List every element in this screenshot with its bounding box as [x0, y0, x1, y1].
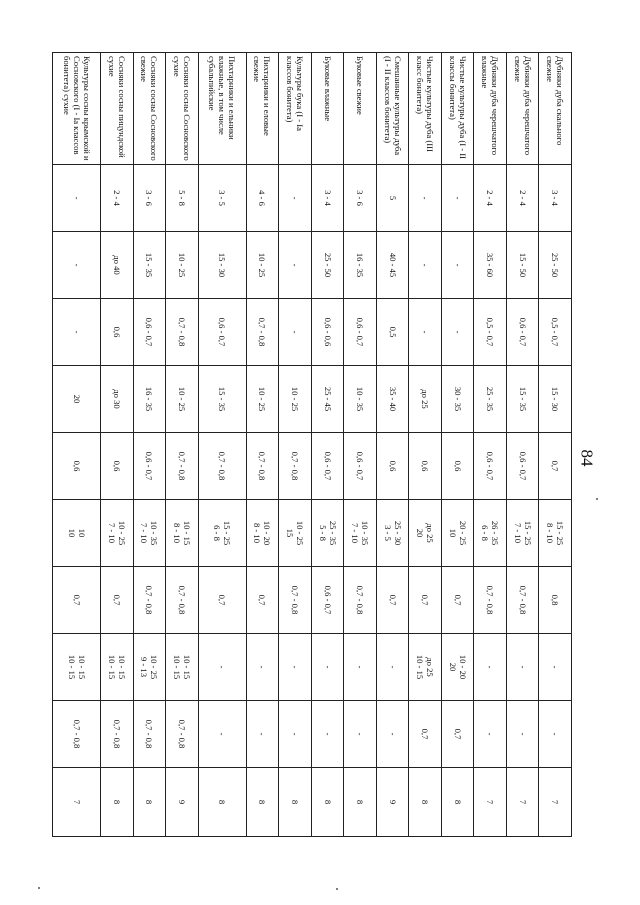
- value-cell: 16 - 35: [133, 366, 166, 433]
- value-cell: 10 - 25: [246, 232, 279, 299]
- value-cell: [101, 634, 134, 701]
- value-cell: 8: [441, 768, 474, 837]
- value-cell: 3 - 5: [198, 165, 246, 232]
- row-name-cell: Дубняки дуба черешчатого свежие: [506, 53, 539, 165]
- cell-line: 15 - 25: [522, 520, 533, 546]
- table-row: [441, 53, 474, 837]
- value-cell: -: [279, 165, 312, 232]
- value-cell: -: [53, 299, 101, 366]
- value-cell: [166, 634, 199, 701]
- value-cell: -: [409, 232, 442, 299]
- value-cell: 0,6 - 0,7: [344, 433, 377, 500]
- cell-line: 10: [76, 528, 87, 538]
- value-cell: 0,6 - 0,7: [344, 299, 377, 366]
- value-cell: 0,6 - 0,7: [506, 299, 539, 366]
- page-number: 84: [577, 449, 597, 467]
- cell-line: 26 - 35: [490, 520, 501, 546]
- value-cell: [311, 500, 344, 567]
- cell-line: до 25: [425, 657, 436, 677]
- table-row: [166, 53, 199, 837]
- value-cell: [311, 634, 344, 701]
- table-row: [246, 53, 279, 837]
- value-cell: 0,8: [539, 567, 572, 634]
- value-cell: 35 - 60: [474, 232, 507, 299]
- cell-line: 25 - 35: [327, 520, 338, 546]
- cell-line: 15: [284, 528, 295, 538]
- value-cell: -: [246, 701, 279, 768]
- cell-line: 15 - 25: [222, 520, 233, 546]
- value-cell: 0,7: [53, 567, 101, 634]
- value-cell: 15 - 30: [198, 232, 246, 299]
- value-cell: 0,7: [441, 701, 474, 768]
- value-cell: -: [441, 299, 474, 366]
- value-cell: 8: [311, 768, 344, 837]
- value-cell: 7: [53, 768, 101, 837]
- forest-table: [52, 52, 572, 837]
- table-row: [53, 53, 101, 837]
- value-cell: -: [441, 165, 474, 232]
- value-cell: 8: [279, 768, 312, 837]
- value-cell: до 30: [101, 366, 134, 433]
- row-name-cell: Культуры сосны крымской и Сосновского (I - Ia классов бонитета) сухие: [53, 53, 101, 165]
- value-cell: [279, 634, 312, 701]
- cell-line: 25 - 30: [392, 520, 403, 546]
- cell-line: 5 - 8: [317, 525, 328, 541]
- value-cell: 0,6 - 0,7: [133, 433, 166, 500]
- value-cell: 0,7: [376, 567, 409, 634]
- table-row: [506, 53, 539, 837]
- table-row: [311, 53, 344, 837]
- value-cell: 10 - 25: [246, 366, 279, 433]
- cell-line: -: [322, 665, 333, 669]
- value-cell: [133, 634, 166, 701]
- row-name-cell: Буковые свежие: [344, 53, 377, 165]
- value-cell: 7: [506, 768, 539, 837]
- value-cell: [506, 634, 539, 701]
- scan-speck: [336, 888, 338, 890]
- value-cell: 10 - 25: [166, 232, 199, 299]
- cell-line: 10 - 15: [106, 654, 117, 680]
- value-cell: 0,6: [101, 433, 134, 500]
- table-row: [474, 53, 507, 837]
- value-cell: [539, 500, 572, 567]
- value-cell: 25 - 50: [311, 232, 344, 299]
- row-name-cell: Сосняки сосны Сосновского свежие: [133, 53, 166, 165]
- value-cell: -: [311, 701, 344, 768]
- value-cell: 0,5: [376, 299, 409, 366]
- value-cell: 3 - 4: [539, 165, 572, 232]
- value-cell: 0,7: [409, 567, 442, 634]
- row-name-cell: Чистые культуры дуба (I - II классы бонитета): [441, 53, 474, 165]
- value-cell: 0,7 - 0,8: [166, 701, 199, 768]
- value-cell: [198, 634, 246, 701]
- cell-line: 8 - 10: [171, 522, 182, 544]
- value-cell: 15 - 30: [539, 366, 572, 433]
- row-name-cell: Смешанные культуры дуба (I - II классов бонитета): [376, 53, 409, 165]
- row-name-cell: Дубняки дуба черешчатого влажные: [474, 53, 507, 165]
- value-cell: [246, 500, 279, 567]
- cell-line: 8 - 10: [545, 522, 556, 544]
- value-cell: -: [198, 701, 246, 768]
- row-name-cell: Пихтарники и ельники влажные, в том числе субальпийские: [198, 53, 246, 165]
- table-row: [101, 53, 134, 837]
- cell-line: 10 - 15: [181, 520, 192, 546]
- value-cell: 40 - 45: [376, 232, 409, 299]
- value-cell: [441, 634, 474, 701]
- value-cell: -: [53, 165, 101, 232]
- row-name-cell: Пихтарники и еловые свежие: [246, 53, 279, 165]
- value-cell: 0,6: [376, 433, 409, 500]
- value-cell: 0,6: [441, 433, 474, 500]
- cell-line: 10 - 15: [171, 654, 182, 680]
- value-cell: [409, 500, 442, 567]
- scan-speck: [38, 887, 40, 889]
- value-cell: 15 - 35: [506, 366, 539, 433]
- value-cell: [133, 500, 166, 567]
- value-cell: 30 - 35: [441, 366, 474, 433]
- cell-line: 3 - 5: [382, 525, 393, 541]
- value-cell: 0,7 - 0,8: [246, 299, 279, 366]
- table-row: [198, 53, 246, 837]
- value-cell: [344, 500, 377, 567]
- value-cell: 0,6 - 0,7: [311, 567, 344, 634]
- value-cell: 4 - 6: [246, 165, 279, 232]
- value-cell: 5 - 8: [166, 165, 199, 232]
- value-cell: 0,7 - 0,8: [101, 701, 134, 768]
- cell-line: 10 - 20: [262, 520, 273, 546]
- value-cell: 0,6 - 0,7: [198, 299, 246, 366]
- value-cell: [53, 500, 101, 567]
- cell-line: 20: [447, 662, 458, 672]
- value-cell: -: [279, 701, 312, 768]
- cell-line: 10: [66, 528, 77, 538]
- cell-line: 20 - 25: [457, 520, 468, 546]
- value-cell: 15 - 50: [506, 232, 539, 299]
- value-cell: 0,5 - 0,7: [474, 299, 507, 366]
- value-cell: [166, 500, 199, 567]
- cell-line: 7 - 10: [106, 522, 117, 544]
- value-cell: 3 - 6: [344, 165, 377, 232]
- value-cell: 0,7 - 0,8: [279, 567, 312, 634]
- value-cell: 0,7 - 0,8: [133, 701, 166, 768]
- value-cell: 0,7: [198, 567, 246, 634]
- value-cell: 2 - 4: [474, 165, 507, 232]
- value-cell: 15 - 35: [198, 366, 246, 433]
- value-cell: 10 - 35: [344, 366, 377, 433]
- cell-line: 10 - 25: [149, 654, 160, 680]
- value-cell: 8: [246, 768, 279, 837]
- table-row: [344, 53, 377, 837]
- cell-line: 20: [415, 528, 426, 538]
- cell-line: -: [289, 665, 300, 669]
- cell-line: 7 - 10: [139, 522, 150, 544]
- cell-line: 10 - 15: [66, 654, 77, 680]
- value-cell: 0,7 - 0,8: [53, 701, 101, 768]
- value-cell: 0,7 - 0,8: [344, 567, 377, 634]
- value-cell: 0,7: [539, 433, 572, 500]
- table-row: [376, 53, 409, 837]
- value-cell: [344, 634, 377, 701]
- value-cell: [539, 634, 572, 701]
- table-row: [539, 53, 572, 837]
- value-cell: [474, 500, 507, 567]
- value-cell: [409, 634, 442, 701]
- cell-line: -: [485, 665, 496, 669]
- cell-line: -: [217, 665, 228, 669]
- value-cell: 25 - 45: [311, 366, 344, 433]
- value-cell: 0,7 - 0,8: [166, 567, 199, 634]
- value-cell: 8: [101, 768, 134, 837]
- value-cell: 0,7: [441, 567, 474, 634]
- value-cell: 8: [409, 768, 442, 837]
- cell-line: -: [550, 665, 561, 669]
- cell-line: до 25: [425, 523, 436, 543]
- value-cell: -: [279, 232, 312, 299]
- value-cell: 0,7: [246, 567, 279, 634]
- row-name-cell: Дубняки дуба скального свежие: [539, 53, 572, 165]
- value-cell: 9: [376, 768, 409, 837]
- value-cell: [198, 500, 246, 567]
- value-cell: 35 - 40: [376, 366, 409, 433]
- cell-line: 6 - 8: [212, 525, 223, 541]
- value-cell: 0,7 - 0,8: [166, 299, 199, 366]
- value-cell: 0,6 - 0,6: [311, 299, 344, 366]
- value-cell: [101, 500, 134, 567]
- value-cell: -: [376, 701, 409, 768]
- value-cell: 0,7: [409, 701, 442, 768]
- row-name-cell: Культуры бука (I - Ia классов бонитета): [279, 53, 312, 165]
- value-cell: [474, 634, 507, 701]
- row-name-cell: Чистые культуры дуба (III класс бонитета): [409, 53, 442, 165]
- value-cell: 5: [376, 165, 409, 232]
- value-cell: 0,6: [409, 433, 442, 500]
- cell-line: 10: [447, 528, 458, 538]
- rotated-table-container: [52, 52, 572, 836]
- cell-line: -: [517, 665, 528, 669]
- value-cell: -: [409, 299, 442, 366]
- value-cell: [441, 500, 474, 567]
- cell-line: 10 - 15: [181, 654, 192, 680]
- value-cell: 3 - 6: [133, 165, 166, 232]
- cell-line: 10 - 15: [116, 654, 127, 680]
- value-cell: 9: [166, 768, 199, 837]
- value-cell: 10 - 25: [279, 366, 312, 433]
- cell-line: 10 - 20: [457, 654, 468, 680]
- value-cell: 0,7 - 0,8: [198, 433, 246, 500]
- value-cell: 7: [474, 768, 507, 837]
- value-cell: 25 - 35: [474, 366, 507, 433]
- cell-line: 7 - 10: [512, 522, 523, 544]
- value-cell: -: [539, 701, 572, 768]
- value-cell: 15 - 35: [133, 232, 166, 299]
- value-cell: 0,6 - 0,7: [311, 433, 344, 500]
- value-cell: 8: [344, 768, 377, 837]
- value-cell: до 25: [409, 366, 442, 433]
- cell-line: 10 - 25: [116, 520, 127, 546]
- cell-line: 10 - 25: [294, 520, 305, 546]
- cell-line: -: [257, 665, 268, 669]
- cell-line: 15 - 25: [555, 520, 566, 546]
- value-cell: 0,6 - 0,7: [474, 433, 507, 500]
- value-cell: [279, 500, 312, 567]
- cell-line: 10 - 15: [415, 654, 426, 680]
- value-cell: 25 - 50: [539, 232, 572, 299]
- value-cell: -: [441, 232, 474, 299]
- value-cell: 8: [198, 768, 246, 837]
- value-cell: -: [344, 701, 377, 768]
- value-cell: 20: [53, 366, 101, 433]
- value-cell: 0,7 - 0,8: [166, 433, 199, 500]
- value-cell: 16 - 35: [344, 232, 377, 299]
- cell-line: 10 - 35: [149, 520, 160, 546]
- value-cell: [376, 634, 409, 701]
- value-cell: 0,7 - 0,8: [474, 567, 507, 634]
- value-cell: 0,6: [101, 299, 134, 366]
- value-cell: -: [474, 701, 507, 768]
- row-name-cell: Сосняки сосны пицундской сухие: [101, 53, 134, 165]
- value-cell: 10 - 25: [166, 366, 199, 433]
- cell-line: 10 - 15: [76, 654, 87, 680]
- value-cell: 0,6 - 0,7: [506, 433, 539, 500]
- scan-speck: [596, 498, 598, 500]
- value-cell: -: [279, 299, 312, 366]
- table-row: [409, 53, 442, 837]
- value-cell: 2 - 4: [101, 165, 134, 232]
- value-cell: 3 - 4: [311, 165, 344, 232]
- table-row: [133, 53, 166, 837]
- value-cell: 0,7: [101, 567, 134, 634]
- value-cell: до 40: [101, 232, 134, 299]
- value-cell: -: [53, 232, 101, 299]
- value-cell: 2 - 4: [506, 165, 539, 232]
- value-cell: 0,6 - 0,7: [133, 299, 166, 366]
- value-cell: [53, 634, 101, 701]
- value-cell: -: [409, 165, 442, 232]
- value-cell: [246, 634, 279, 701]
- cell-line: -: [387, 665, 398, 669]
- value-cell: 0,7 - 0,8: [279, 433, 312, 500]
- value-cell: 0,5 - 0,7: [539, 299, 572, 366]
- value-cell: 0,7 - 0,8: [506, 567, 539, 634]
- cell-line: 10 - 35: [360, 520, 371, 546]
- cell-line: 9 - 13: [139, 656, 150, 678]
- table-row: [279, 53, 312, 837]
- cell-line: 8 - 10: [252, 522, 263, 544]
- value-cell: 0,6: [53, 433, 101, 500]
- cell-line: 7 - 10: [350, 522, 361, 544]
- cell-line: 6 - 8: [480, 525, 491, 541]
- value-cell: [376, 500, 409, 567]
- value-cell: -: [506, 701, 539, 768]
- cell-line: -: [355, 665, 366, 669]
- value-cell: 0,7 - 0,8: [133, 567, 166, 634]
- row-name-cell: Сосняки сосны Сосновского сухие: [166, 53, 199, 165]
- value-cell: 7: [539, 768, 572, 837]
- value-cell: 0,7 - 0,8: [246, 433, 279, 500]
- value-cell: [506, 500, 539, 567]
- value-cell: 8: [133, 768, 166, 837]
- row-name-cell: Буковые влажные: [311, 53, 344, 165]
